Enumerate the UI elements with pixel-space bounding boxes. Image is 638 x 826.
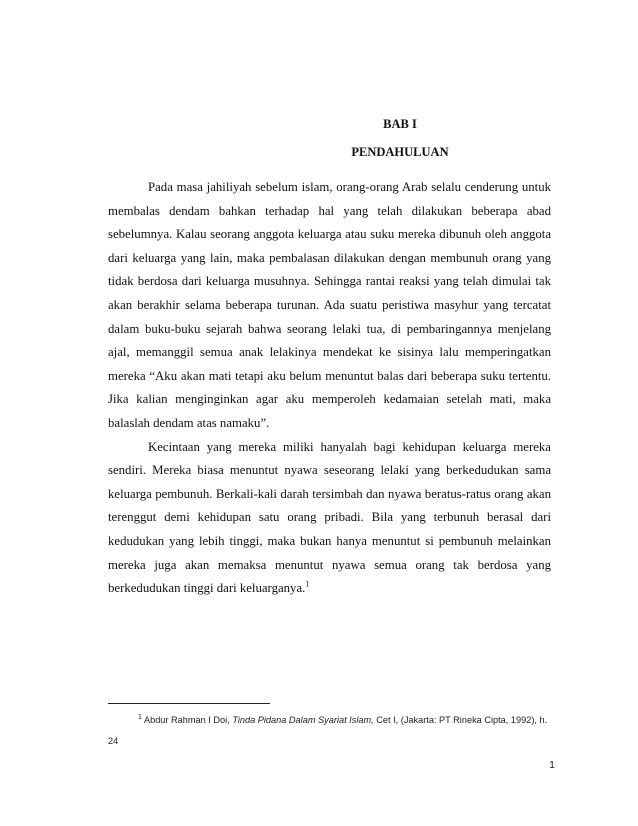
footnote-title: Tinda Pidana Dalam Syariat Islam, (232, 715, 374, 725)
footnote (108, 710, 558, 752)
footnote-details: Cet I, (Jakarta: PT Rineka Cipta, 1992), h. 24 (108, 715, 548, 746)
chapter-title: PENDAHULUAN (351, 145, 449, 159)
body-text (108, 176, 551, 601)
paragraph-1 (108, 176, 551, 436)
footnote-reference[interactable]: 1 (305, 579, 310, 589)
footnote-divider (108, 703, 270, 704)
paragraph-1-text: Pada masa jahiliyah sebelum islam, orang-orang Arab selalu cenderung untuk membalas dendam bahkan terhadap hal yang telah dilakukan beberapa abad sebelumnya. Kalau seorang anggota keluarga atau suku mereka dibunuh oleh anggota dari keluarga yang lain, maka pembalasan dilakukan dengan membunuh orang yang tidak berdosa dari keluarga musuhnya. Sehingga rantai reaksi yang telah dimulai tak akan berakhir selama beberapa turunan. Ada suatu peristiwa masyhur yang tercatat dalam buku-buku sejarah bahwa seorang lelaki tua, di pembaringannya menjelang ajal, memanggil semua anak lelakinya mendekat ke sisinya lalu memperingatkan mereka “Aku akan mati tetapi aku belum menuntut balas dari beberapa suku tertentu. Jika kalian menginginkan agar aku memperoleh kedamaian setelah mati, maka balaslah dendam atas namaku”. (108, 180, 551, 430)
chapter-label: BAB I (383, 117, 417, 131)
page-number: 1 (549, 759, 555, 771)
paragraph-2-text: Kecintaan yang mereka miliki hanyalah bagi kehidupan keluarga mereka sendiri. Mereka biasa menuntut nyawa seseorang lelaki yang berkedudukan sama keluarga pembunuh. Berkali-kali darah tersimbah dan nyawa beratus-ratus orang akan terenggut demi kehidupan satu orang pribadi. Bila yang terbunuh berasal dari kedudukan yang lebih tinggi, maka bukan hanya menuntut si pembunuh melainkan mereka juga akan memaksa menuntut nyawa semua orang tak berdosa yang berkedudukan tinggi dari keluarganya. (108, 439, 551, 596)
footnote-number: 1 (138, 713, 142, 721)
paragraph-2 (108, 436, 551, 601)
footnote-author: Abdur Rahman I Doi, (143, 715, 230, 725)
